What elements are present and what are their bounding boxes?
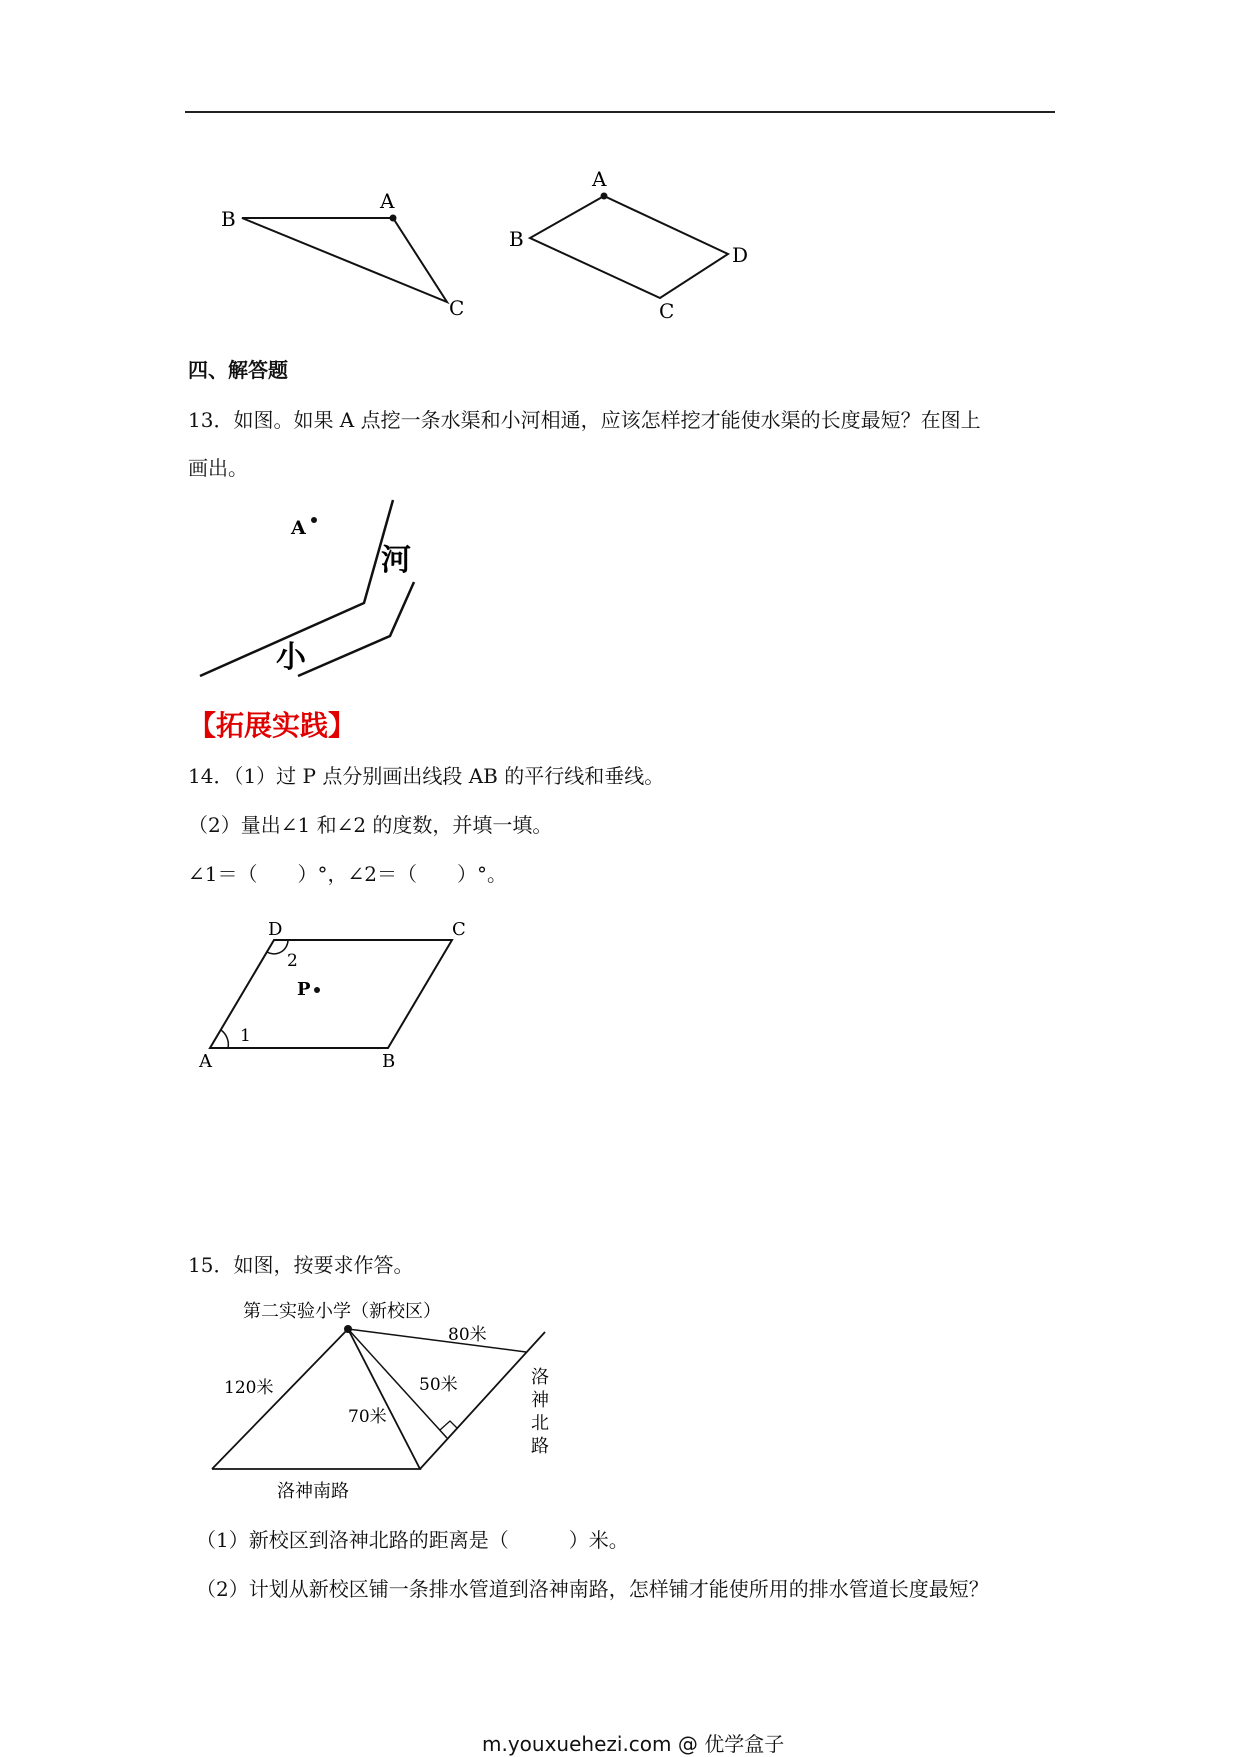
- south-road-label: 洛神南路: [277, 1481, 349, 1502]
- north-road-char-1: 洛: [531, 1367, 549, 1388]
- north-road-char-2: 神: [531, 1390, 549, 1411]
- label-c: C: [452, 919, 466, 940]
- q15-sub1: （1）新校区到洛神北路的距离是（ ）米。: [196, 1528, 629, 1552]
- label-p: P: [297, 979, 311, 1000]
- top-figures: [0, 0, 1241, 340]
- label-120m: 120米: [224, 1378, 274, 1398]
- q15-line1: 15．如图，按要求作答。: [188, 1253, 414, 1277]
- q13-line2: 画出。: [188, 456, 248, 480]
- label-d: D: [268, 919, 283, 940]
- q14-line3: ∠1＝（ ）°，∠2＝（ ）°。: [188, 862, 507, 886]
- label-70m: 70米: [348, 1407, 387, 1427]
- q14-parallelogram-figure: [0, 900, 500, 1080]
- triangle-shape: [242, 218, 447, 302]
- school-point: [344, 1325, 352, 1333]
- q15-road-figure: [0, 1290, 600, 1520]
- school-label: 第二实验小学（新校区）: [243, 1301, 441, 1322]
- q13-line1: 13．如图。如果 A 点挖一条水渠和小河相通，应该怎样挖才能使水渠的长度最短？在图上: [188, 408, 981, 432]
- label-b: B: [382, 1051, 396, 1072]
- north-road-char-3: 北: [531, 1413, 549, 1434]
- river-bank-2: [298, 582, 414, 676]
- q14-line1: 14．（1）过 P 点分别画出线段 AB 的平行线和垂线。: [188, 764, 665, 788]
- label-80m: 80米: [448, 1325, 487, 1345]
- triangle-label-b: B: [221, 207, 236, 231]
- footer-link[interactable]: m.youxuehezi.com @ 优学盒子: [482, 1732, 785, 1756]
- river-char-he: 河: [381, 543, 411, 578]
- point-p: [314, 987, 320, 993]
- label-angle-2: 2: [287, 951, 298, 971]
- river-char-xiao: 小: [276, 640, 306, 675]
- quad-label-c: C: [659, 299, 675, 323]
- q13-river-figure: [0, 490, 500, 690]
- quad-figure: [509, 167, 748, 323]
- triangle-point-a: [390, 215, 397, 222]
- q15-sub2: （2）计划从新校区铺一条排水管道到洛神南路，怎样铺才能使所用的排水管道长度最短？: [196, 1577, 989, 1601]
- triangle-figure: [221, 189, 464, 320]
- q14-line2: （2）量出∠1 和∠2 的度数，并填一填。: [188, 813, 553, 837]
- angle-1-arc: [221, 1030, 228, 1048]
- quad-shape: [530, 196, 728, 298]
- triangle-label-a: A: [380, 189, 395, 213]
- label-angle-1: 1: [240, 1026, 251, 1046]
- line-80m: [348, 1329, 526, 1352]
- triangle-roads: [212, 1329, 420, 1469]
- north-road-char-4: 路: [531, 1436, 549, 1457]
- right-angle-mark: [440, 1421, 457, 1430]
- quad-label-d: D: [732, 243, 749, 267]
- point-a: [311, 517, 317, 523]
- label-50m: 50米: [419, 1375, 458, 1395]
- quad-point-a: [601, 193, 608, 200]
- quad-label-a: A: [592, 167, 607, 191]
- point-a-label: A: [291, 517, 306, 539]
- quad-label-b: B: [509, 227, 524, 251]
- label-a: A: [199, 1051, 212, 1072]
- north-road-line: [420, 1332, 545, 1469]
- triangle-label-c: C: [449, 296, 465, 320]
- extension-title: 【拓展实践】: [188, 709, 357, 742]
- section-title: 四、解答题: [188, 358, 288, 382]
